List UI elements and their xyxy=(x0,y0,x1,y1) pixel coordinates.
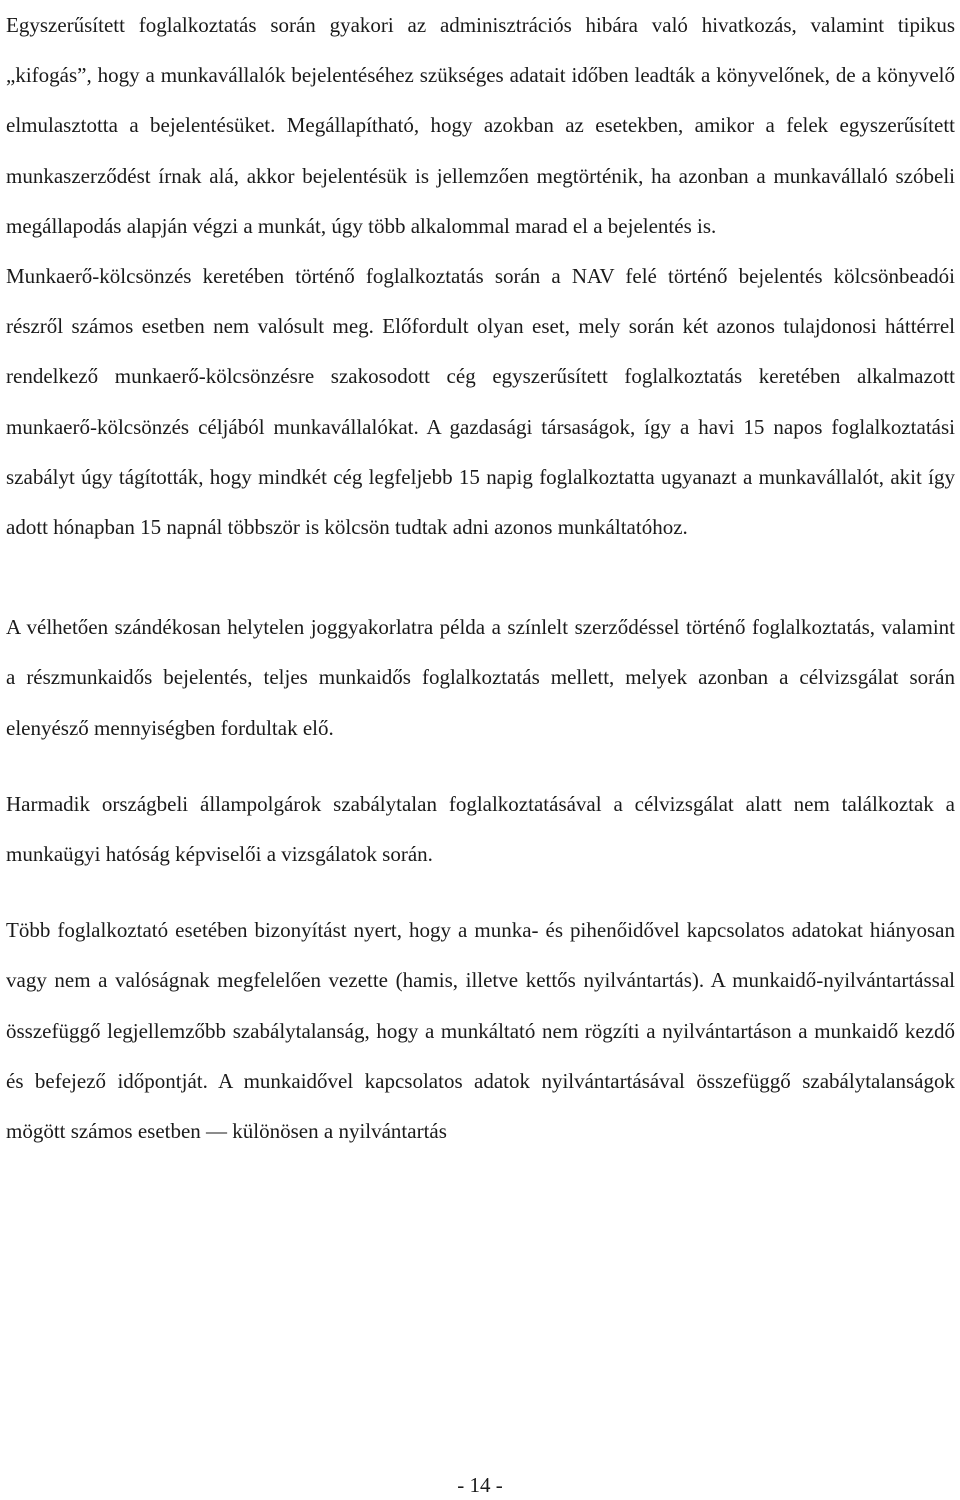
document-body xyxy=(6,0,955,1156)
paragraph-spacer xyxy=(6,753,955,779)
paragraph-simplified-employment: Egyszerűsített foglalkoztatás során gyakori az adminisztrációs hibára való hivatkozás, valamint tipikus „kifogás”, hogy a munkavállalók bejelentéséhez szükséges adatait időben leadták a könyvelőnek, de a könyvelő elmulasztotta a bejelentésüket. Megállapítható, hogy azokban az esetekben, amikor a felek egyszerűsített munkaszerződést írnak alá, akkor bejelentésük is jellemzően megtörténik, ha azonban a munkavállaló szóbeli megállapodás alapján végzi a munkát, úgy több alkalommal marad el a bejelentés is. xyxy=(6,13,955,238)
paragraph-spacer xyxy=(6,552,955,602)
paragraph-spacer xyxy=(6,879,955,905)
paragraph-third-country-nationals: Harmadik országbeli állampolgárok szabálytalan foglalkoztatásával a célvizsgálat alatt nem találkoztak a munkaügyi hatóság képviselői a vizsgálatok során. xyxy=(6,791,955,867)
page-number: - 14 - xyxy=(457,1473,503,1497)
paragraph-sham-contracts: A vélhetően szándékosan helytelen joggyakorlatra példa a színlelt szerződéssel történő foglalkoztatás, valamint a részmunkaidős bejelentés, teljes munkaidős foglalkoztatás mellett, melyek azonban a célvizsgálat során elenyésző mennyiségben fordultak elő. xyxy=(6,615,955,740)
paragraph-working-time-records: Több foglalkoztató esetében bizonyítást nyert, hogy a munka- és pihenőidővel kapcsolatos adatokat hiányosan vagy nem a valóságnak megfelelően vezette (hamis, illetve kettős nyilvántartás). A munkaidő-nyilvántartással összefüggő legjellemzőbb szabálytalanság, hogy a munkáltató nem rögzíti a nyilvántartáson a munkaidő kezdő és befejező időpontját. A munkaidővel kapcsolatos adatok nyilvántartásával összefüggő szabálytalanságok mögött számos esetben — különösen a nyilvántartás xyxy=(6,918,955,1144)
paragraph-temporary-agency-work: Munkaerő-kölcsönzés keretében történő foglalkoztatás során a NAV felé történő bejelentés kölcsönbeadói részről számos esetben nem valósult meg. Előfordult olyan eset, mely során két azonos tulajdonosi háttérrel rendelkező munkaerő-kölcsönzésre szakosodott cég egyszerűsített foglalkoztatás keretében alkalmazott munkaerő-kölcsönzés céljából munkavállalókat. A gazdasági társaságok, így a havi 15 napos foglalkoztatási szabályt úgy tágították, hogy mindkét cég legfeljebb 15 napig foglalkoztatta ugyanazt a munkavállalót, akit így adott hónapban 15 napnál többször is kölcsön tudtak adni azonos munkáltatóhoz. xyxy=(6,264,955,540)
